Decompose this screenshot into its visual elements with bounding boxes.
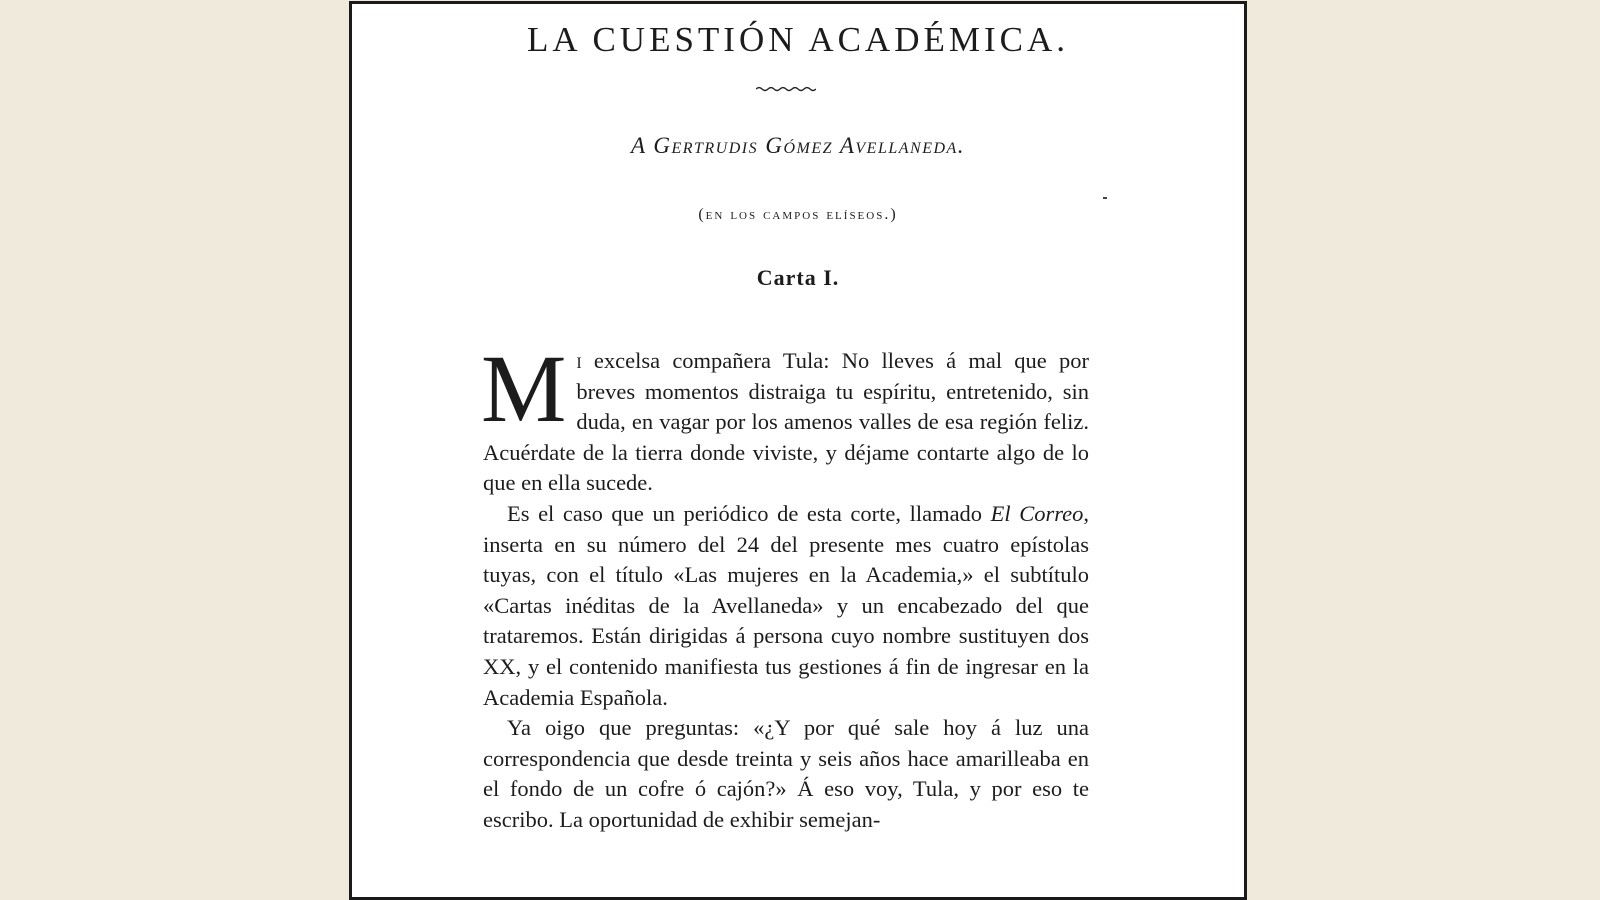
scan-speck — [1103, 197, 1107, 199]
newspaper-name: El Correo — [990, 500, 1084, 526]
letter-heading: Carta I. — [756, 265, 840, 290]
dedication-text: A Gertrudis Gómez Avellaneda. — [630, 133, 966, 158]
paragraph-text: , inserta en su número del 24 del presente mes cuatro epístolas tuyas, con el título «Las mujeres en la Academia,» el subtítulo «Cartas inéditas de la Avellaneda» y un encabezado del que trataremos. Están dirigidas á persona cuyo nombre sustituyen dos XX, y el contenido manifiesta tus gestiones á fin de ingresar en la Academia Española. — [483, 500, 1089, 710]
drop-cap: M — [481, 335, 567, 442]
location-line: (en los campos elíseos.) — [698, 206, 898, 223]
paragraph-text: excelsa compañera Tula: No lleves á mal que por breves momentos distraiga tu espíritu, entretenido, sin duda, en vagar por los amenos valles de esa región feliz. Acuérdate de la tierra donde viviste, y déjame contarte algo de lo que en ella sucede. — [483, 348, 1089, 496]
document-page — [349, 1, 1247, 900]
dedication-line — [352, 131, 1244, 161]
document-title: LA CUESTIÓN ACADÉMICA. — [526, 20, 1070, 59]
paragraph — [483, 499, 1089, 713]
paragraph-text: Es el caso que un periódico de esta corte, llamado — [507, 500, 991, 526]
paragraph — [483, 713, 1089, 835]
body-text — [481, 335, 1089, 836]
first-word-rest: i — [576, 348, 582, 373]
paragraph — [481, 335, 1089, 499]
title-ornament — [756, 84, 816, 92]
paragraph-text: Ya oigo que preguntas: «¿Y por qué sale hoy á luz una correspondencia que desde treinta y seis años hace amarilleaba en el fondo de un cofre ó cajón?» Á eso voy, Tula, y por eso te escribo. La oportunidad de exhibir semejan- — [483, 715, 1089, 832]
